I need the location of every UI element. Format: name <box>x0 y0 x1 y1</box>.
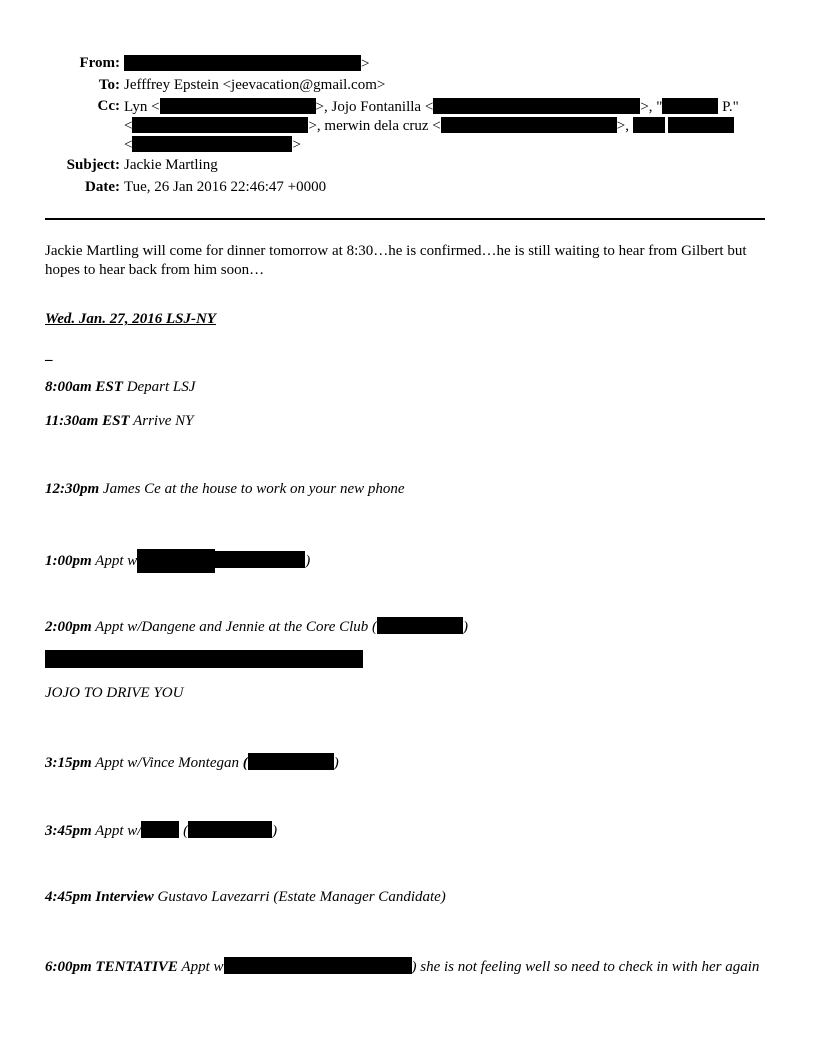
cc-label: Cc: <box>97 98 120 114</box>
redaction-bar <box>668 117 734 133</box>
intro-paragraph: Jackie Martling will come for dinner tomorrow at 8:30…he is confirmed…he is still waiting to hear from Gilbert but hopes to hear back from him soon… <box>45 243 747 278</box>
schedule-item-tentative: 6:00pm TENTATIVE Appt w ) she is not feeling well so need to check in with her again <box>45 959 760 975</box>
to-label: To: <box>98 77 120 93</box>
from-value: > <box>124 55 369 73</box>
schedule-item-arrive: 11:30am EST Arrive NY <box>45 413 194 429</box>
redaction-bar <box>132 117 308 133</box>
redaction-bar <box>441 117 617 133</box>
redaction-bar <box>141 821 179 838</box>
to-value: Jefffrey Epstein <jeevacation@gmail.com> <box>124 77 386 93</box>
cc-value-line2: < >, merwin dela cruz < >, <box>124 117 734 135</box>
schedule-item-core-club: 2:00pm Appt w/Dangene and Jennie at the Core Club ( ) <box>45 619 469 635</box>
redaction-bar <box>45 650 363 668</box>
date-heading: Wed. Jan. 27, 2016 LSJ-NY <box>45 311 216 327</box>
subject-label: Subject: <box>66 157 120 173</box>
schedule-item-1pm: 1:00pm Appt w ) <box>45 549 310 573</box>
header-divider <box>45 218 765 220</box>
redaction-bar <box>377 617 463 634</box>
schedule-item-depart: 8:00am EST Depart LSJ <box>45 379 196 395</box>
redaction-bar <box>215 551 305 568</box>
cc-value-line3: < > <box>124 137 301 153</box>
redaction-bar <box>132 136 292 152</box>
schedule-item-phone: 12:30pm James Ce at the house to work on your new phone <box>45 481 405 497</box>
cc-value-line1: Lyn < >, Jojo Fontanilla < >, " P." <box>124 99 739 115</box>
redaction-bar <box>248 753 334 770</box>
schedule-item-vince: 3:15pm Appt w/Vince Montegan ( ) <box>45 755 339 771</box>
subject-value: Jackie Martling <box>124 157 218 173</box>
underscore-mark: _ <box>45 347 53 363</box>
driver-note: JOJO TO DRIVE YOU <box>45 685 184 701</box>
redaction-bar <box>124 55 361 71</box>
redaction-bar <box>160 98 316 114</box>
from-label: From: <box>79 55 120 71</box>
redaction-bar <box>633 117 665 133</box>
date-label: Date: <box>85 179 120 195</box>
schedule-item-interview: 4:45pm Interview Gustavo Lavezarri (Estate Manager Candidate) <box>45 889 446 905</box>
date-value: Tue, 26 Jan 2016 22:46:47 +0000 <box>124 179 327 195</box>
redaction-bar <box>188 821 272 838</box>
redaction-bar <box>224 957 412 974</box>
redaction-bar <box>662 98 718 114</box>
redaction-bar <box>137 549 215 573</box>
redaction-bar <box>433 98 640 114</box>
schedule-item-345pm: 3:45pm Appt w/ ( ) <box>45 823 278 839</box>
